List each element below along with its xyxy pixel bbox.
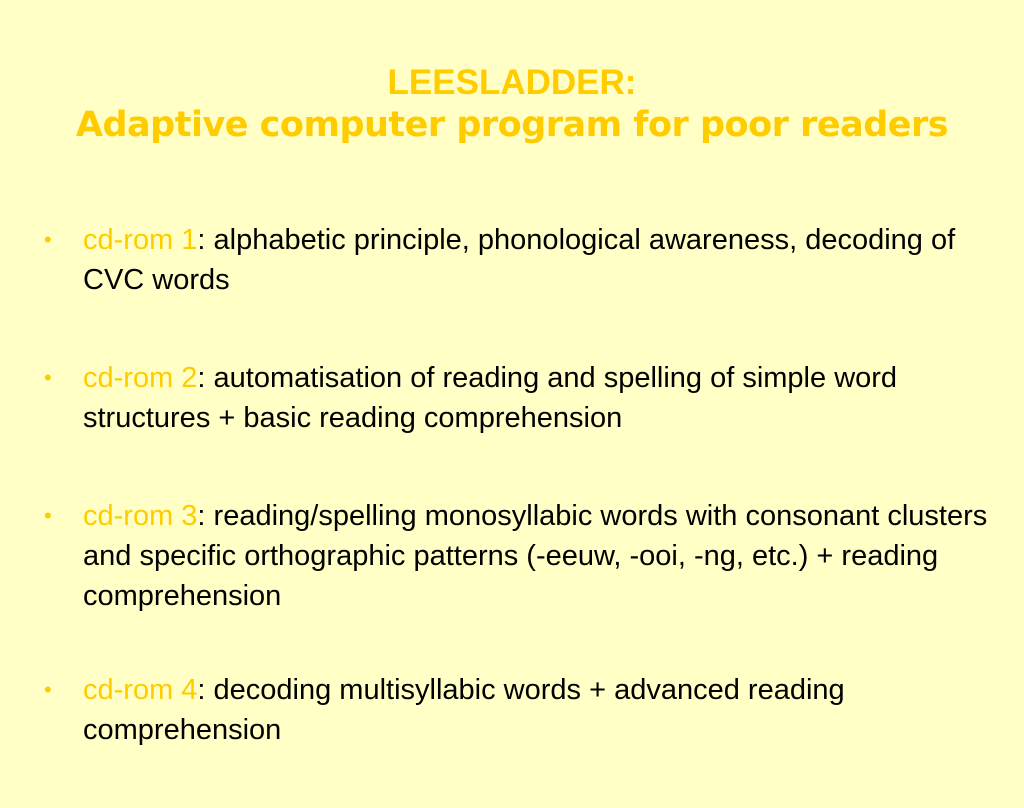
bullet-icon: • bbox=[44, 227, 52, 252]
bullet-item-cd-rom-4 bbox=[44, 670, 1004, 750]
bullet-icon: • bbox=[44, 677, 52, 702]
bullet-item-cd-rom-3 bbox=[44, 496, 1004, 616]
title-line-1: LEESLADDER: bbox=[387, 63, 637, 102]
bullet-icon: • bbox=[44, 503, 52, 528]
bullet-text: : alphabetic principle, phonological awareness, decoding of CVC words bbox=[83, 224, 956, 296]
slide-title bbox=[0, 62, 1024, 146]
bullet-label: cd-rom 2 bbox=[83, 362, 198, 394]
bullet-item-cd-rom-1 bbox=[44, 220, 1004, 300]
bullet-text: : decoding multisyllabic words + advanced reading comprehension bbox=[83, 674, 845, 746]
bullet-item-cd-rom-2 bbox=[44, 358, 1004, 438]
bullet-text: : reading/spelling monosyllabic words with consonant clusters and specific orthographic patterns (-eeuw, -ooi, -ng, etc.) + reading comprehension bbox=[83, 500, 988, 612]
bullet-label: cd-rom 1 bbox=[83, 224, 198, 256]
bullet-label: cd-rom 3 bbox=[83, 500, 198, 532]
title-line-2: Adaptive computer program for poor readers bbox=[75, 105, 949, 145]
bullet-list bbox=[44, 220, 1004, 808]
bullet-icon: • bbox=[44, 365, 52, 390]
bullet-text: : automatisation of reading and spelling of simple word structures + basic reading comprehension bbox=[83, 362, 898, 434]
bullet-label: cd-rom 4 bbox=[83, 674, 198, 706]
